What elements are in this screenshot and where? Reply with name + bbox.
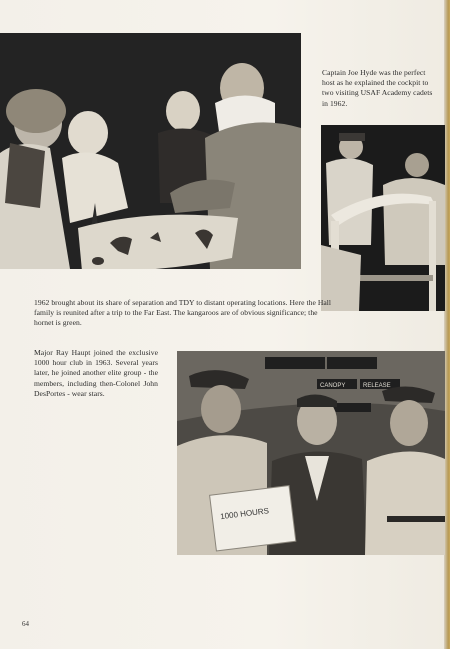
release-sign-text: RELEASE (363, 383, 391, 389)
page-number: 64 (22, 620, 29, 628)
haupt-group-photo (177, 351, 445, 555)
placard-text: 1000 HOURS (219, 506, 270, 522)
hall-family-caption: 1962 brought about its share of separation and TDY to distant operating locations. Here the Hall family is reunited after a trip to the Far East. The kangaroos are of obvious significance; the hornet is green. (34, 298, 332, 328)
canopy-sign-text: CANOPY (320, 383, 346, 389)
family-reunion-photo (0, 33, 301, 269)
haupt-caption: Major Ray Haupt joined the exclusive 1000 hour club in 1963. Several years later, he joined another elite group - the members, including then-Colonel John DesPortes - wear stars. (34, 348, 158, 398)
cadets-caption: Captain Joe Hyde was the perfect host as he explained the cockpit to two visiting USAF Academy cadets in 1962. (322, 68, 433, 108)
cockpit-cadets-photo (321, 125, 445, 311)
